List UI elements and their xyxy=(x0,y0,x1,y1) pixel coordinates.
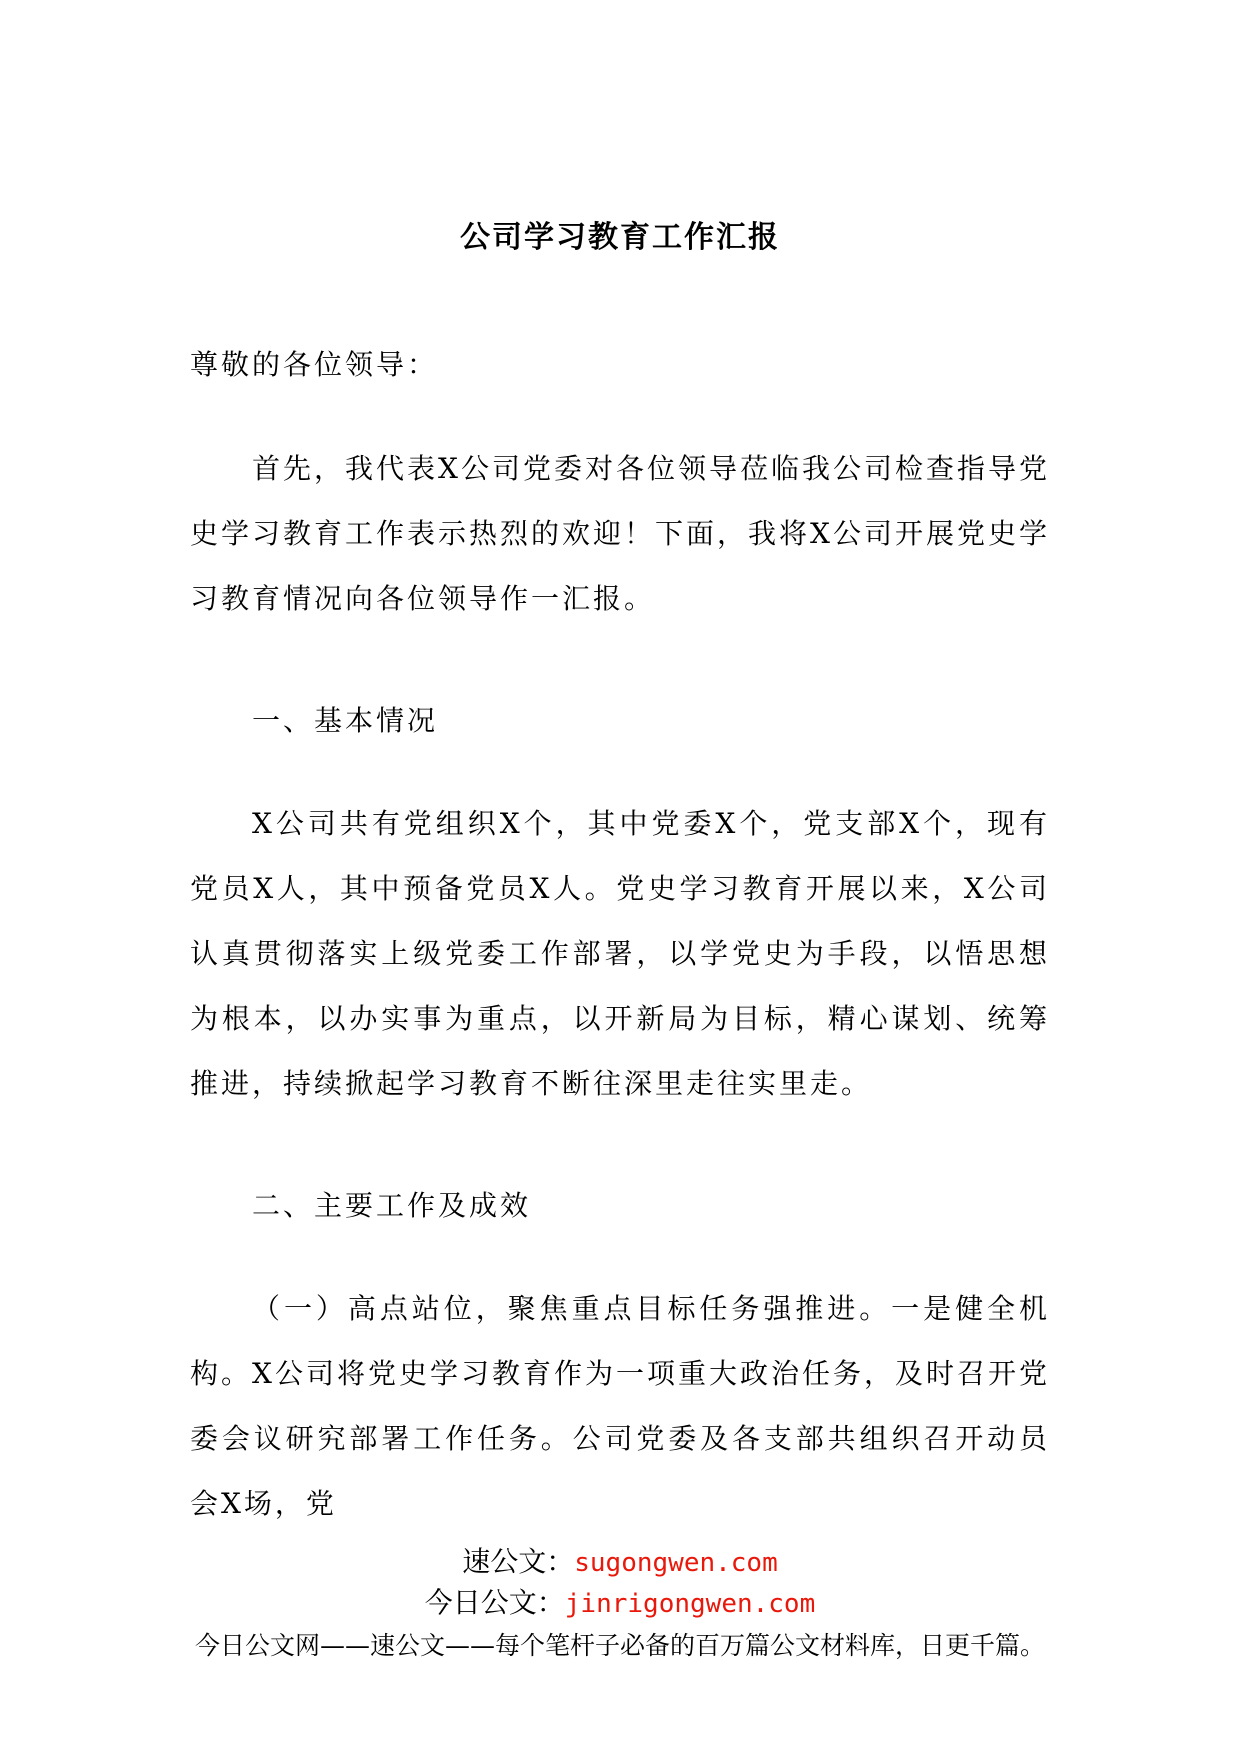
work-paragraph-1: （一）高点站位，聚焦重点目标任务强推进。一是健全机构。X公司将党史学习教育作为一项重大政治任务，及时召开党委会议研究部署工作任务。公司党委及各支部共组织召开动员会X场，党 xyxy=(190,1292,1050,1520)
footer-link-jinrigongwen[interactable]: jinrigongwen.com xyxy=(564,1589,816,1619)
basic-situation-paragraph: X公司共有党组织X个，其中党委X个，党支部X个，现有党员X人，其中预备党员X人。党史学习教育开展以来，X公司认真贯彻落实上级党委工作部署，以学党史为手段，以悟思想为根本，以办实事为重点，以开新局为目标，精心谋划、统筹推进，持续掀起学习教育不断往深里走往实里走。 xyxy=(190,807,1050,1100)
document-title: 公司学习教育工作汇报 xyxy=(460,220,780,255)
footer-label-jinrigongwen: 今日公文： xyxy=(424,1586,565,1619)
footer-label-sugongwen: 速公文： xyxy=(462,1545,575,1578)
greeting: 尊敬的各位领导： xyxy=(190,348,439,381)
footer-line-jinrigongwen xyxy=(0,1585,1240,1622)
section-heading-basic: 一、基本情况 xyxy=(252,704,439,737)
footer-line-sugongwen xyxy=(0,1544,1240,1581)
footer-link-sugongwen[interactable]: sugongwen.com xyxy=(574,1548,778,1578)
section-heading-work: 二、主要工作及成效 xyxy=(252,1189,532,1222)
intro-paragraph: 首先，我代表X公司党委对各位领导莅临我公司检查指导党史学习教育工作表示热烈的欢迎！下面，我将X公司开展党史学习教育情况向各位领导作一汇报。 xyxy=(190,452,1050,615)
footer-slogan: 今日公文网——速公文——每个笔杆子必备的百万篇公文材料库，日更千篇。 xyxy=(194,1631,1045,1660)
